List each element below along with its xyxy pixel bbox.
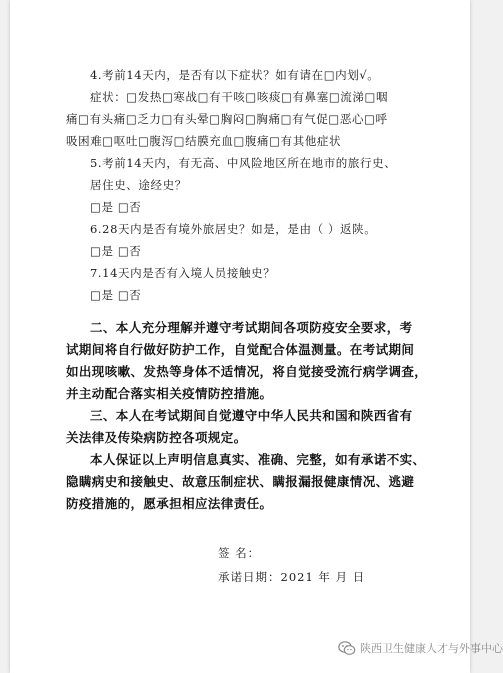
- guarantee-line-3: 防疫措施的，愿承担相应法律责任。: [66, 496, 273, 511]
- answer-7: □是 □否: [90, 288, 142, 302]
- commitment-2-line-4: 并主动配合落实相关疫情防控措施。: [66, 386, 273, 401]
- commitment-2-line-2: 试期间将自行做好防护工作，自觉配合体温测量。在考试期间: [66, 342, 415, 357]
- commitment-2-line-1: 二、本人充分理解并遵守考试期间各项防疫安全要求，考: [90, 320, 413, 335]
- guarantee-line-1: 本人保证以上声明信息真实、准确、完整，如有承诺不实、: [90, 452, 426, 467]
- guarantee-line-2: 隐瞒病史和接触史、故意压制症状、瞒报漏报健康情况、逃避: [66, 474, 415, 489]
- answer-5: □是 □否: [90, 200, 142, 214]
- wechat-icon: [338, 641, 356, 656]
- question-4: 4.考前14天内，是否有以下症状？如有请在□内划√。: [90, 68, 380, 82]
- question-7: 7.14天内是否有入境人员接触史？: [90, 266, 276, 280]
- commitment-3-line-2: 关法律及传染病防控各项规定。: [66, 430, 247, 445]
- question-6: 6.28天内是否有境外旅居史？如是，是由（ ）返陕。: [90, 222, 377, 236]
- commitment-2-line-3: 如出现咳嗽、发热等身体不适情况，将自觉接受流行病学调查，: [66, 364, 428, 379]
- document-page: [10, 0, 470, 673]
- commitment-3-line-1: 三、本人在考试期间自觉遵守中华人民共和国和陕西省有: [90, 408, 413, 423]
- question-5: 5.考前14天内，有无高、中风险地区所在地市的旅行史、: [90, 156, 397, 170]
- signature-label: 签 名：: [218, 546, 261, 560]
- watermark: [338, 640, 503, 656]
- symptoms-line-2: 痛□有头痛□乏力□有头晕□胸闷□胸痛□有气促□恶心□呼: [66, 112, 388, 126]
- watermark-text: 陕西卫生健康人才与外事中心: [360, 642, 503, 655]
- question-5-cont: 居住史、途经史？: [90, 178, 187, 192]
- date-label: 承诺日期：2021 年 月 日: [218, 570, 366, 584]
- answer-6: □是 □否: [90, 244, 142, 258]
- symptoms-line-3: 吸困难□呕吐□腹泻□结膜充血□腹痛□有其他症状: [66, 134, 342, 148]
- symptoms-line-1: 症状：□发热□寒战□有干咳□咳痰□有鼻塞□流涕□咽: [90, 90, 389, 104]
